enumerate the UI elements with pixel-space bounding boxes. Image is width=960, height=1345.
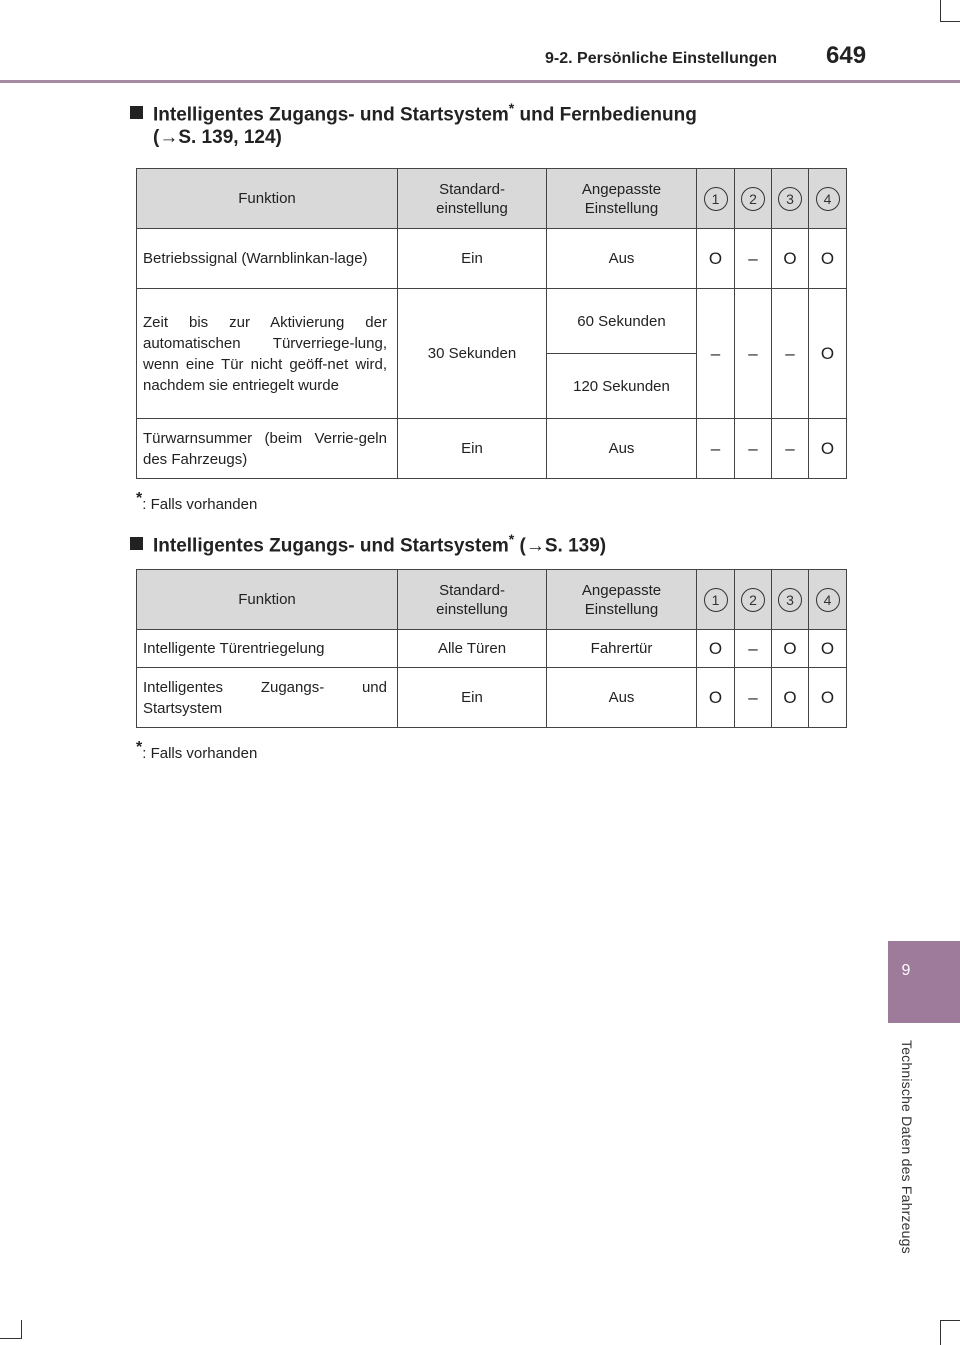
col-angepasste [547,570,697,630]
col-standard [398,570,547,630]
row-funktion: Betriebssignal (Warnblinkan-lage) [137,229,398,289]
page-number: 649 [826,42,867,69]
row-mark: – [735,289,772,419]
crop-mark [940,1320,941,1345]
col-circle-2 [735,570,772,630]
col-angepasste-label: Angepasste Einstellung [581,180,662,217]
col-circle-4 [809,169,847,229]
chapter-number: 9 [901,962,911,979]
footnote-text: : Falls vorhanden [142,745,258,762]
asterisk-mark: * [136,739,143,756]
row-funktion: Intelligente Türentriegelung [137,630,398,668]
col-circle-1 [697,169,735,229]
crop-mark [21,1320,22,1339]
row-mark: O [697,668,735,728]
circle-4-icon: 4 [816,187,840,211]
table-header-row [137,169,847,229]
circle-3-icon: 3 [778,588,802,612]
section2-heading-text: Intelligentes Zugangs- und Startsystem [153,535,509,557]
row-standard: Alle Türen [398,630,547,668]
col-standard-label: Standard-einstellung [436,581,508,618]
col-standard [398,169,547,229]
row-angepasst-option: 120 Sekunden [547,354,697,419]
col-angepasste-label: Angepasste Einstellung [581,581,662,618]
row-mark: – [735,668,772,728]
table-row [137,668,847,728]
section2-heading-suffix: (→S. 139) [514,535,607,557]
section2-heading [130,524,606,561]
row-mark: O [809,630,847,668]
row-standard: Ein [398,229,547,289]
row-funktion: Intelligentes Zugangs- und Startsystem [137,668,398,728]
row-mark: O [772,229,809,289]
row-mark: – [735,630,772,668]
row-mark: O [809,668,847,728]
circle-1-icon: 1 [704,187,728,211]
col-circle-3 [772,169,809,229]
crop-mark [0,1338,22,1339]
circle-3-icon: 3 [778,187,802,211]
row-mark: – [735,419,772,479]
crop-mark [940,0,941,22]
col-standard-label: Standard-einstellung [436,180,508,217]
col-angepasste [547,169,697,229]
asterisk-mark: * [508,531,515,547]
table-row [137,289,847,354]
row-angepasst: Fahrertür [547,630,697,668]
row-standard: Ein [398,419,547,479]
row-mark: – [697,289,735,419]
row-angepasst: Aus [547,229,697,289]
asterisk-mark: * [508,100,515,116]
chapter-tab [888,941,960,1023]
row-mark: – [697,419,735,479]
row-mark: O [809,289,847,419]
col-circle-3 [772,570,809,630]
circle-2-icon: 2 [741,187,765,211]
crop-mark [940,21,960,22]
crop-mark [940,1320,960,1321]
section1-heading-reference: (→S. 139, 124) [153,127,282,148]
settings-table-1 [136,168,847,479]
col-circle-4 [809,570,847,630]
col-circle-2 [735,169,772,229]
section1-heading [130,93,697,130]
section1-heading-suffix: und Fernbedienung [514,104,697,126]
square-bullet-icon [130,537,143,550]
col-circle-1 [697,570,735,630]
row-mark: – [735,229,772,289]
row-mark: O [697,630,735,668]
chapter-label: Technische Daten des Fahrzeugs [899,1040,915,1254]
section1-heading-text: Intelligentes Zugangs- und Startsystem [153,104,509,126]
row-mark: O [809,419,847,479]
row-funktion: Türwarnsummer (beim Verrie-geln des Fahrzeugs) [137,419,398,479]
circle-4-icon: 4 [816,588,840,612]
footnote-text: : Falls vorhanden [142,496,258,513]
row-mark: – [772,419,809,479]
table-row [137,630,847,668]
circle-2-icon: 2 [741,588,765,612]
circle-1-icon: 1 [704,588,728,612]
col-funktion: Funktion [137,169,398,229]
row-mark: O [697,229,735,289]
square-bullet-icon [130,106,143,119]
settings-table-2 [136,569,847,728]
row-funktion: Zeit bis zur Aktivierung der automatischen Türverriege-lung, wenn eine Tür nicht geöff-net wird, nachdem sie entriegelt wurde [137,289,398,419]
row-mark: O [772,668,809,728]
col-funktion: Funktion [137,570,398,630]
row-standard: Ein [398,668,547,728]
footnote-1 [136,490,257,513]
table-row [137,419,847,479]
row-mark: O [809,229,847,289]
page-header-title: 9-2. Persönliche Einstellungen [545,50,778,67]
row-angepasst: Aus [547,419,697,479]
header-rule [0,80,960,83]
footnote-2 [136,739,257,762]
row-angepasst-option: 60 Sekunden [547,289,697,354]
table-row [137,229,847,289]
asterisk-mark: * [136,490,143,507]
row-standard: 30 Sekunden [398,289,547,419]
table-header-row [137,570,847,630]
row-mark: O [772,630,809,668]
row-angepasst: Aus [547,668,697,728]
row-mark: – [772,289,809,419]
